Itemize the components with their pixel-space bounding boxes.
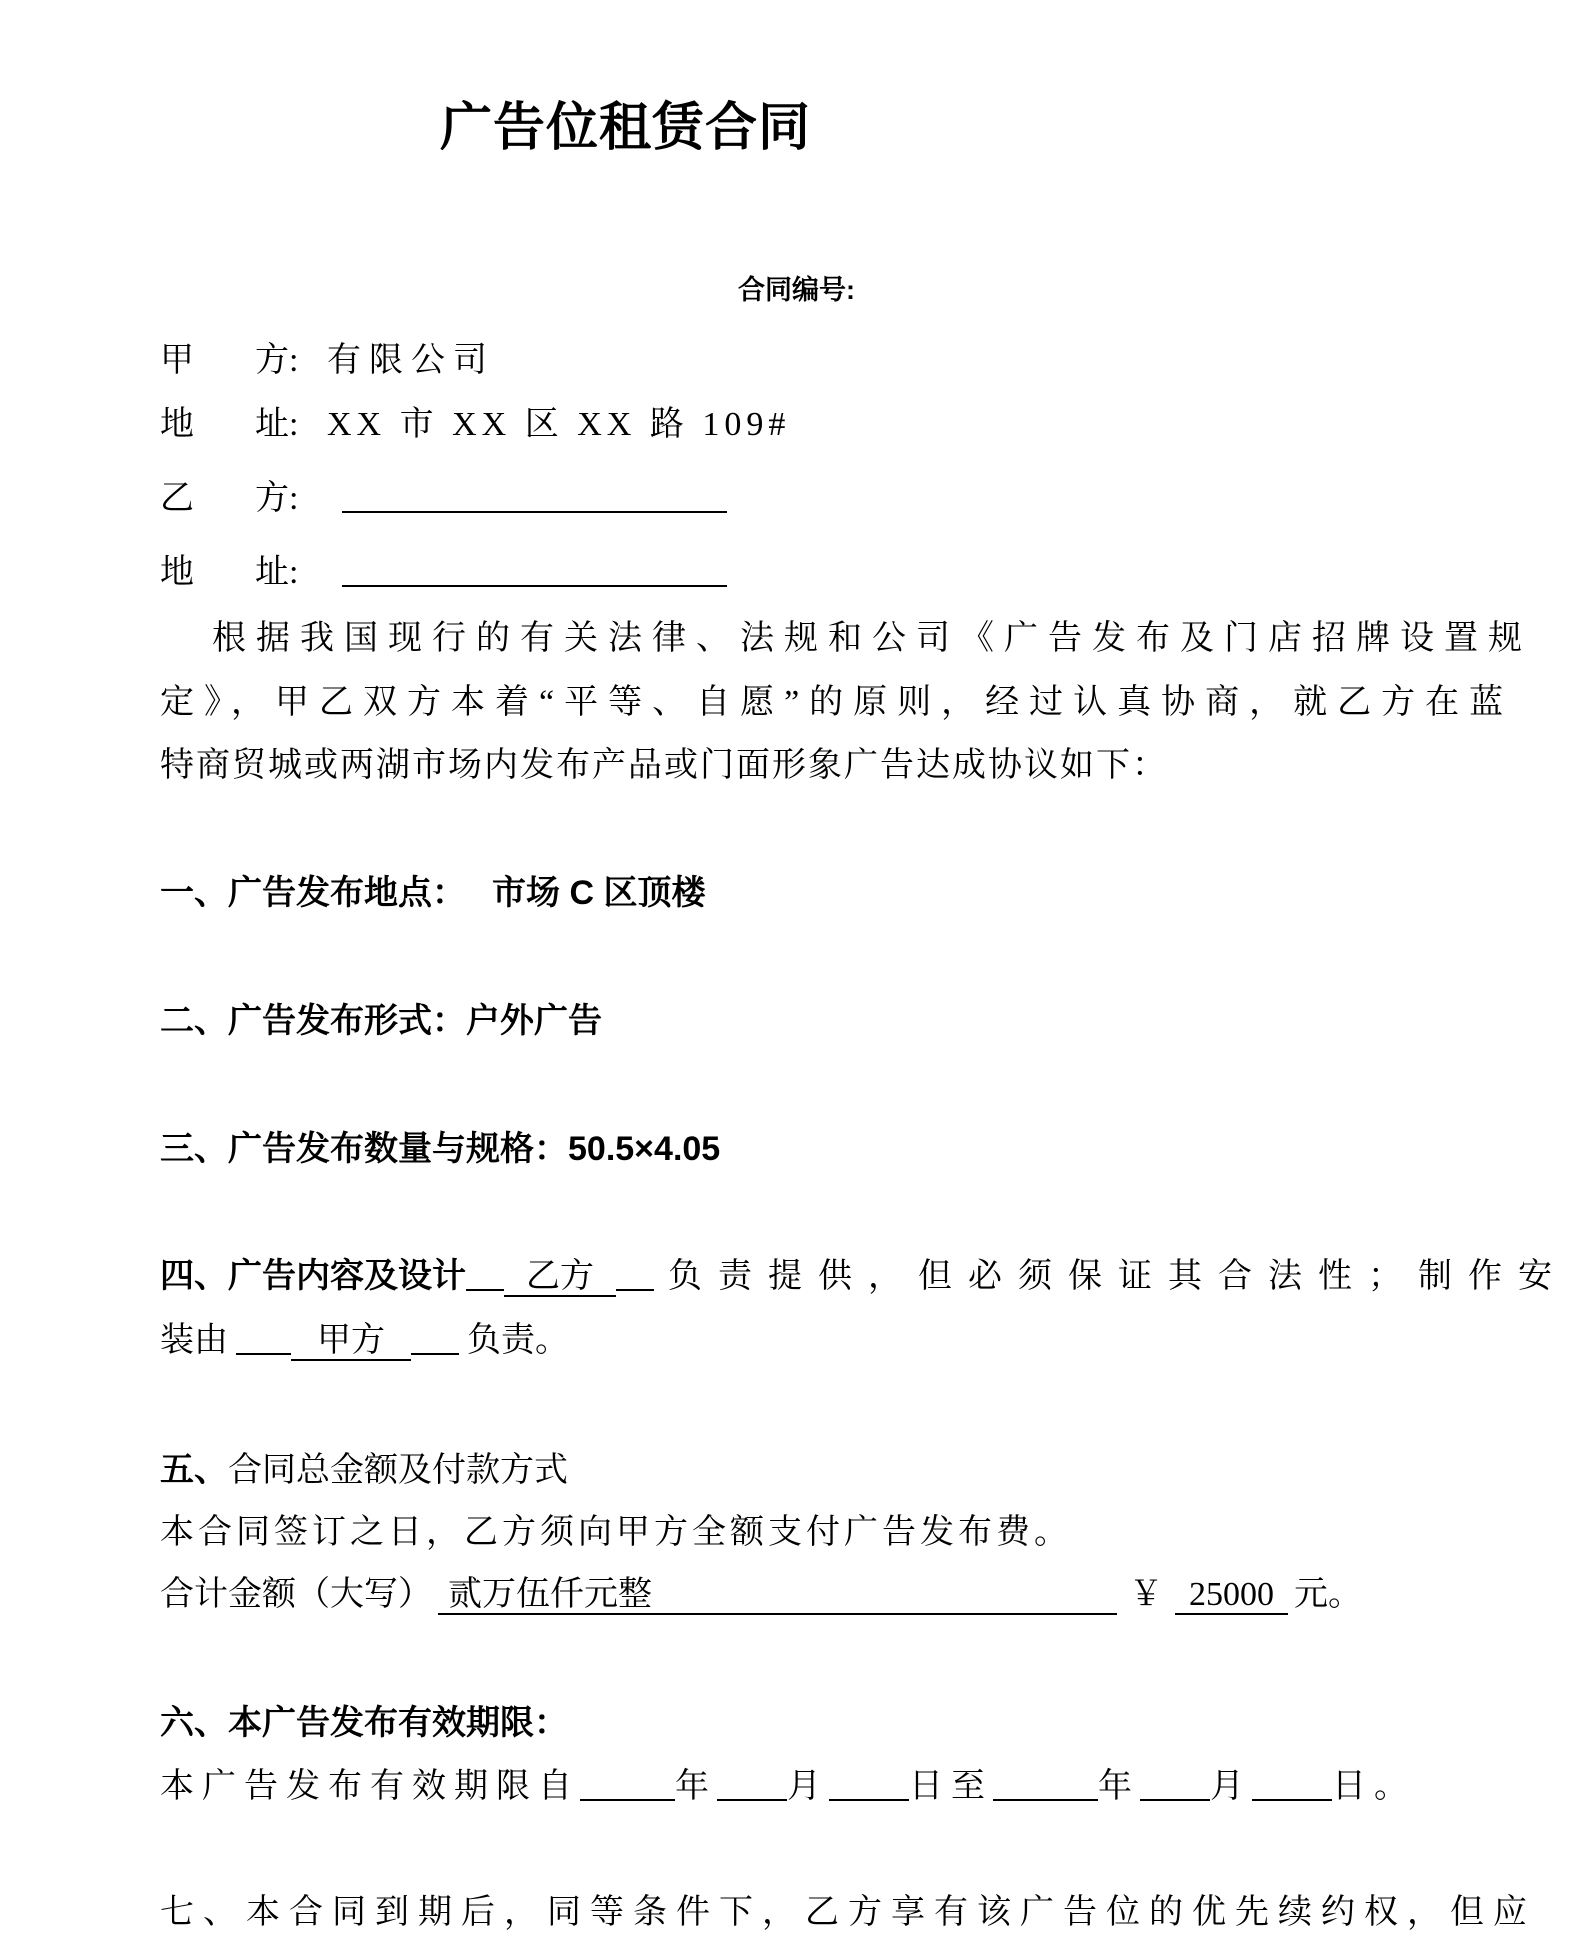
date-blank-month-1: [717, 1791, 787, 1801]
address-a-value: XX 市 XX 区 XX 路 109#: [327, 406, 791, 443]
clause-4-line2-post: 负责。: [467, 1322, 569, 1359]
clause-2-label: 二、广告发布形式：: [160, 1002, 466, 1040]
date-pre-text: 本广告发布有效期限自: [160, 1768, 580, 1805]
amount-in-words: 贰万伍仟元整: [438, 1576, 1117, 1615]
date-blank-day-1: [829, 1791, 909, 1801]
party-b-row: [160, 478, 727, 521]
party-a-address-row: [160, 404, 790, 447]
date-blank-year-2: [993, 1791, 1098, 1801]
amount-unit: 元。: [1294, 1576, 1362, 1613]
date-year-1-label: 年: [675, 1768, 717, 1805]
clause-3-value: 50.5×4.05: [568, 1130, 721, 1168]
clause-2-row: [160, 1000, 602, 1043]
date-day-2-label: 日。: [1332, 1768, 1416, 1805]
address-b-label-char2: 址:: [255, 554, 299, 591]
clause-5-title-row: [160, 1450, 568, 1493]
clause-5-body: 本合同签订之日，乙方须向甲方全额支付广告发布费。: [160, 1514, 1072, 1551]
contract-no-label: 合同编号:: [738, 275, 855, 305]
clause-7-text: 七、本合同到期后，同等条件下，乙方享有该广告位的优先续约权，但应: [160, 1894, 1536, 1931]
clause-5-number: 五、: [160, 1452, 228, 1489]
clause-5-title: 合同总金额及付款方式: [228, 1452, 568, 1489]
clause-3-row: [160, 1128, 720, 1171]
clause-4-fill-party-b: 乙方: [504, 1258, 616, 1297]
currency-symbol: ￥: [1129, 1576, 1163, 1613]
party-a-value: 有限公司: [327, 342, 495, 379]
clause-4-heading: 四、广告内容及设计: [160, 1258, 466, 1295]
party-b-label-char1: 乙: [160, 480, 194, 517]
clause-4-blank-right: [616, 1281, 654, 1291]
clause-4-blank-left-2: [236, 1345, 291, 1355]
clause-4-row-2: [160, 1320, 569, 1363]
party-a-label-char1: 甲: [160, 342, 194, 379]
date-year-2-label: 年: [1098, 1768, 1140, 1805]
doc-title: 广告位租赁合同: [440, 99, 812, 157]
date-blank-day-2: [1252, 1791, 1332, 1801]
clause-1-row: [160, 872, 705, 915]
address-b-blank-line: [342, 577, 727, 587]
clause-1-label: 一、广告发布地点：: [160, 874, 466, 912]
address-a-label-char2: 址:: [255, 406, 299, 443]
clause-4-blank-left: [466, 1281, 504, 1291]
party-a-label-char2: 方:: [255, 342, 299, 379]
clause-4-fill-party-a: 甲方: [291, 1322, 411, 1361]
preamble-line-3: 特商贸城或两湖市场内发布产品或门面形象广告达成协议如下：: [160, 747, 1168, 784]
party-a-row: [160, 340, 495, 383]
clause-6-title: 六、本广告发布有效期限：: [160, 1704, 568, 1742]
preamble-line-2: 定》，甲乙双方本着“平等、自愿”的原则，经过认真协商，就乙方在蓝: [160, 684, 1514, 721]
clause-3-label: 三、广告发布数量与规格：: [160, 1130, 568, 1168]
date-month-2-label: 月: [1210, 1768, 1252, 1805]
preamble-line-1: 根据我国现行的有关法律、法规和公司《广告发布及门店招牌设置规: [212, 620, 1532, 657]
amount-number: 25000: [1175, 1576, 1288, 1615]
clause-4-after-fill: 负责提供，但必须保证其合法性；制作安: [668, 1258, 1568, 1295]
party-b-label-char2: 方:: [255, 480, 299, 517]
date-blank-month-2: [1140, 1791, 1210, 1801]
clause-4-blank-right-2: [411, 1345, 459, 1355]
amount-line: [160, 1574, 1362, 1617]
clause-4-row-1: [160, 1256, 1568, 1299]
clause-4-line2-pre: 装由: [160, 1322, 228, 1359]
clause-1-value: 市场 C 区顶楼: [492, 874, 706, 912]
party-b-address-row: [160, 552, 727, 595]
amount-label: 合计金额（大写）: [160, 1576, 432, 1613]
clause-2-value: 户外广告: [466, 1002, 602, 1040]
date-day-1-label: 日至: [909, 1768, 993, 1805]
clause-6-date-row: [160, 1766, 1416, 1809]
party-b-blank-line: [342, 503, 727, 513]
date-month-1-label: 月: [787, 1768, 829, 1805]
address-b-label-char1: 地: [160, 554, 194, 591]
address-a-label-char1: 地: [160, 406, 194, 443]
date-blank-year-1: [580, 1791, 675, 1801]
